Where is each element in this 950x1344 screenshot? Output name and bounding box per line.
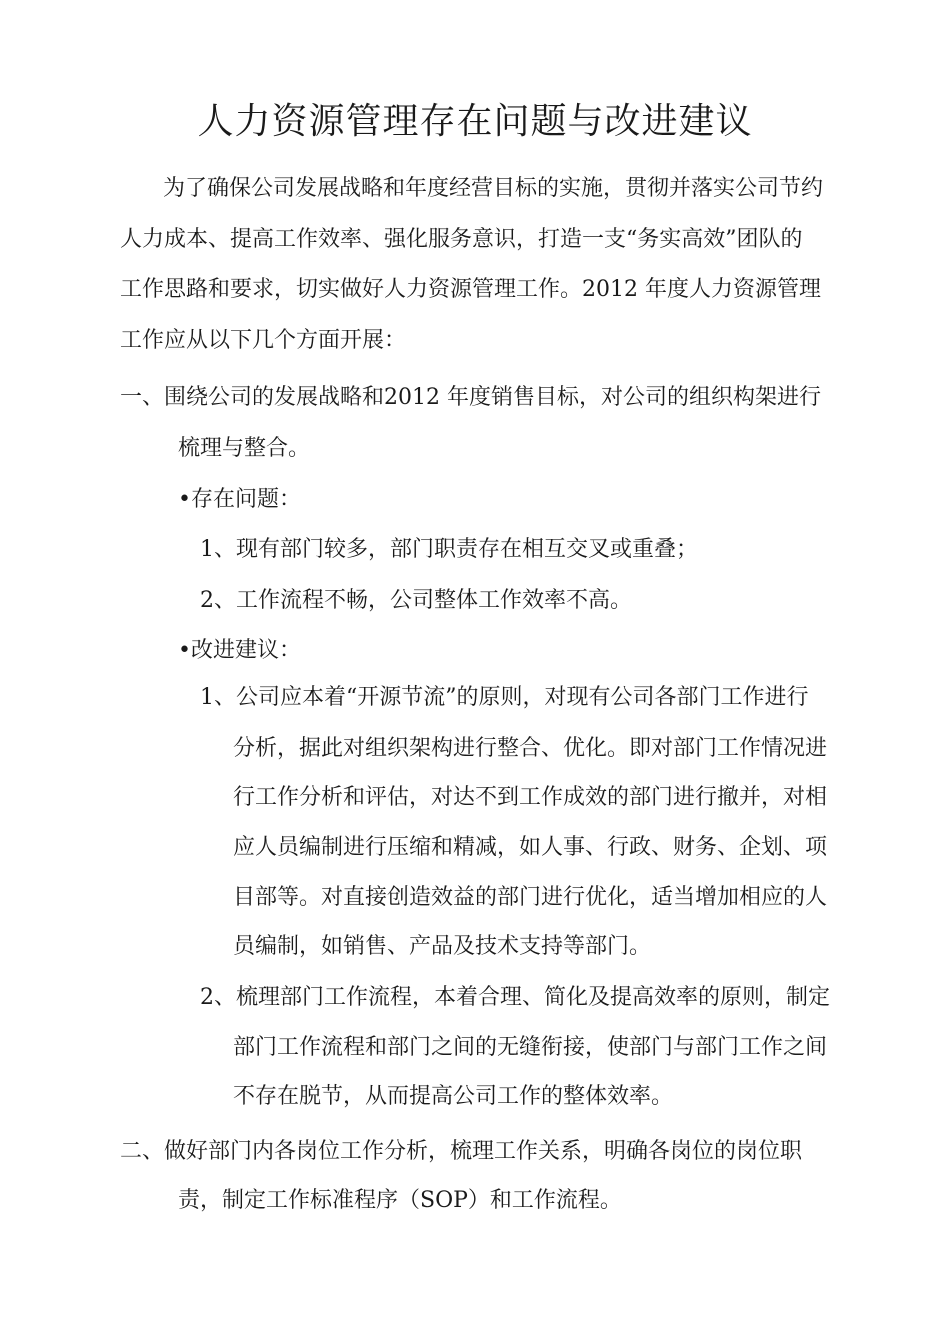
suggestion-line: 不存在脱节，从而提高公司工作的整体效率。 bbox=[233, 1084, 674, 1109]
section-1-heading-line: 梳理与整合。 bbox=[178, 436, 311, 461]
problem-item: 2、工作流程不畅，公司整体工作效率不高。 bbox=[200, 588, 632, 613]
suggestion-line: 行工作分析和评估，对达不到工作成效的部门进行撤并，对相 bbox=[233, 785, 828, 810]
suggestion-line: 目部等。对直接创造效益的部门进行优化，适当增加相应的人 bbox=[233, 885, 828, 910]
intro-line: 工作应从以下几个方面开展： bbox=[120, 328, 407, 353]
suggestion-line: 1、公司应本着“开源节流”的原则，对现有公司各部门工作进行 bbox=[200, 685, 809, 710]
suggestion-line: 部门工作流程和部门之间的无缝衔接，使部门与部门工作之间 bbox=[233, 1035, 828, 1060]
suggestion-line: 应人员编制进行压缩和精减，如人事、行政、财务、企划、项 bbox=[233, 835, 828, 860]
intro-line: 工作思路和要求，切实做好人力资源管理工作。2012 年度人力资源管理 bbox=[120, 277, 821, 302]
section-2-heading-line: 责，制定工作标准程序（SOP）和工作流程。 bbox=[178, 1188, 622, 1213]
suggestion-line: 员编制，如销售、产品及技术支持等部门。 bbox=[233, 934, 652, 959]
problems-label: •存在问题： bbox=[178, 487, 301, 512]
section-2-heading-line: 二、做好部门内各岗位工作分析，梳理工作关系，明确各岗位的岗位职 bbox=[120, 1139, 803, 1164]
intro-line: 为了确保公司发展战略和年度经营目标的实施，贯彻并落实公司节约 bbox=[163, 176, 824, 201]
intro-line: 人力成本、提高工作效率、强化服务意识，打造一支“务实高效”团队的 bbox=[120, 227, 803, 252]
document-title: 人力资源管理存在问题与改进建议 bbox=[197, 101, 753, 142]
section-1-heading-line: 一、围绕公司的发展战略和2012 年度销售目标，对公司的组织构架进行 bbox=[120, 385, 821, 410]
problem-item: 1、现有部门较多，部门职责存在相互交叉或重叠； bbox=[200, 537, 698, 562]
suggestion-line: 分析，据此对组织架构进行整合、优化。即对部门工作情况进 bbox=[233, 736, 828, 761]
suggestions-label: •改进建议： bbox=[178, 638, 301, 663]
suggestion-line: 2、梳理部门工作流程，本着合理、简化及提高效率的原则，制定 bbox=[200, 985, 830, 1010]
